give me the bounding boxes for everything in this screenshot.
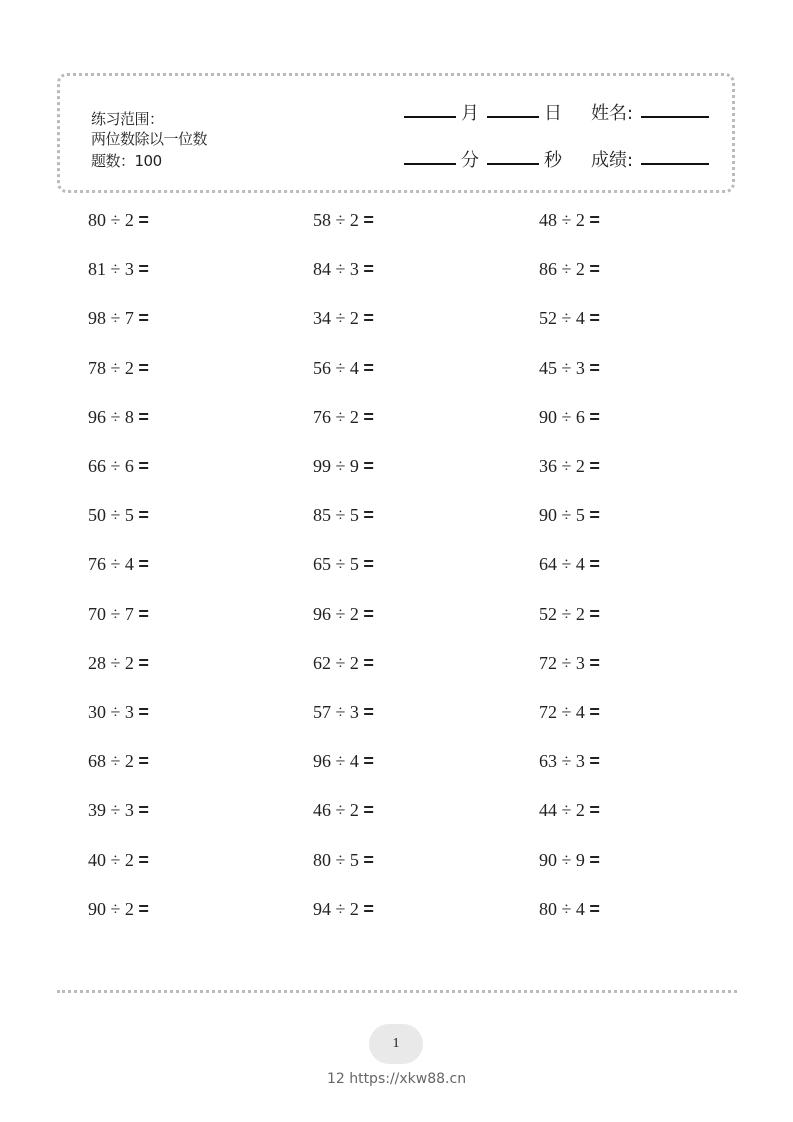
equals-sign: = <box>363 898 374 919</box>
equals-sign: = <box>589 456 600 476</box>
problem-item <box>539 456 600 477</box>
problem-item <box>539 210 600 231</box>
equals-sign: = <box>138 357 149 378</box>
problem-expression: 85 ÷ 5 <box>313 505 359 526</box>
problem-expression: 66 ÷ 6 <box>88 456 134 476</box>
problem-item <box>539 554 600 575</box>
problem-item <box>88 604 149 625</box>
problem-item <box>313 456 374 477</box>
equals-sign: = <box>138 406 149 427</box>
problem-item <box>88 702 149 723</box>
problem-item <box>313 850 374 871</box>
problem-item <box>88 407 149 428</box>
range-value: 两位数除以一位数 <box>91 130 208 148</box>
problem-expression: 72 ÷ 4 <box>539 702 585 722</box>
problem-item <box>88 358 149 379</box>
equals-sign: = <box>363 505 374 526</box>
problem-expression: 94 ÷ 2 <box>313 898 359 919</box>
problem-expression: 68 ÷ 2 <box>88 751 134 772</box>
equals-sign: = <box>589 308 600 329</box>
problem-item <box>88 899 149 920</box>
footer-divider <box>57 990 737 993</box>
problem-expression: 52 ÷ 4 <box>539 308 585 329</box>
problem-item <box>313 653 374 674</box>
equals-sign: = <box>589 357 600 378</box>
problem-item <box>313 407 374 428</box>
equals-sign: = <box>363 259 374 280</box>
problem-item <box>88 554 149 575</box>
problem-expression: 39 ÷ 3 <box>88 800 134 821</box>
minute-blank <box>404 163 456 165</box>
equals-sign: = <box>589 406 600 427</box>
equals-sign: = <box>363 849 374 870</box>
problem-item <box>313 308 374 329</box>
problem-expression: 36 ÷ 2 <box>539 456 585 476</box>
equals-sign: = <box>589 702 600 722</box>
problem-item <box>539 604 600 625</box>
month-label: 月 <box>461 103 479 124</box>
problem-expression: 99 ÷ 9 <box>313 456 359 476</box>
equals-sign: = <box>138 308 149 329</box>
second-label: 秒 <box>544 150 562 171</box>
problem-expression: 96 ÷ 8 <box>88 406 134 427</box>
equals-sign: = <box>138 554 149 575</box>
problem-expression: 76 ÷ 4 <box>88 554 134 575</box>
problem-item <box>313 554 374 575</box>
equals-sign: = <box>363 751 374 772</box>
equals-sign: = <box>138 849 149 870</box>
problem-expression: 80 ÷ 4 <box>539 898 585 919</box>
problem-expression: 45 ÷ 3 <box>539 357 585 378</box>
problem-item <box>88 505 149 526</box>
problem-item <box>88 456 149 477</box>
month-blank <box>404 116 456 118</box>
problem-item <box>539 407 600 428</box>
problem-expression: 57 ÷ 3 <box>313 702 359 722</box>
problem-expression: 44 ÷ 2 <box>539 800 585 821</box>
problem-item <box>313 259 374 280</box>
problem-item <box>539 358 600 379</box>
equals-sign: = <box>363 210 374 230</box>
range-label: 练习范围： <box>91 110 164 128</box>
equals-sign: = <box>589 800 600 821</box>
problem-expression: 80 ÷ 5 <box>313 849 359 870</box>
problem-count: 题数：100 <box>91 152 162 170</box>
equals-sign: = <box>363 800 374 821</box>
equals-sign: = <box>589 849 600 870</box>
problem-item <box>313 899 374 920</box>
problem-item <box>313 751 374 772</box>
equals-sign: = <box>363 357 374 378</box>
equals-sign: = <box>589 898 600 919</box>
equals-sign: = <box>589 505 600 526</box>
problem-expression: 70 ÷ 7 <box>88 603 134 624</box>
problem-expression: 90 ÷ 5 <box>539 505 585 526</box>
problem-item <box>313 702 374 723</box>
name-label: 姓名: <box>591 103 634 124</box>
problem-expression: 46 ÷ 2 <box>313 800 359 821</box>
equals-sign: = <box>138 702 149 722</box>
problem-expression: 48 ÷ 2 <box>539 210 585 230</box>
problem-item <box>313 800 374 821</box>
problem-expression: 96 ÷ 2 <box>313 603 359 624</box>
problem-expression: 96 ÷ 4 <box>313 751 359 772</box>
problem-expression: 84 ÷ 3 <box>313 259 359 280</box>
equals-sign: = <box>138 751 149 772</box>
problem-item <box>539 653 600 674</box>
problem-item <box>88 308 149 329</box>
equals-sign: = <box>363 406 374 427</box>
problem-expression: 65 ÷ 5 <box>313 554 359 575</box>
equals-sign: = <box>363 554 374 575</box>
name-blank <box>641 116 709 118</box>
problem-expression: 50 ÷ 5 <box>88 505 134 526</box>
problem-item <box>88 259 149 280</box>
problem-expression: 58 ÷ 2 <box>313 210 359 230</box>
problem-expression: 72 ÷ 3 <box>539 652 585 673</box>
equals-sign: = <box>363 603 374 624</box>
problem-expression: 40 ÷ 2 <box>88 849 134 870</box>
equals-sign: = <box>138 505 149 526</box>
problem-expression: 86 ÷ 2 <box>539 259 585 280</box>
problem-expression: 30 ÷ 3 <box>88 702 134 722</box>
problem-expression: 90 ÷ 6 <box>539 406 585 427</box>
problem-expression: 76 ÷ 2 <box>313 406 359 427</box>
equals-sign: = <box>138 800 149 821</box>
equals-sign: = <box>138 456 149 476</box>
equals-sign: = <box>138 603 149 624</box>
equals-sign: = <box>363 702 374 722</box>
problem-item <box>313 505 374 526</box>
score-label: 成绩: <box>591 150 634 171</box>
problem-expression: 63 ÷ 3 <box>539 751 585 772</box>
problem-expression: 90 ÷ 2 <box>88 898 134 919</box>
equals-sign: = <box>589 259 600 280</box>
problem-expression: 81 ÷ 3 <box>88 259 134 280</box>
equals-sign: = <box>363 652 374 673</box>
problem-item <box>539 850 600 871</box>
equals-sign: = <box>589 603 600 624</box>
problem-item <box>313 210 374 231</box>
page-number: 1 <box>369 1024 423 1064</box>
equals-sign: = <box>138 259 149 280</box>
problem-item <box>88 751 149 772</box>
equals-sign: = <box>589 210 600 230</box>
problem-expression: 34 ÷ 2 <box>313 308 359 329</box>
equals-sign: = <box>138 652 149 673</box>
problem-expression: 28 ÷ 2 <box>88 652 134 673</box>
problem-expression: 78 ÷ 2 <box>88 357 134 378</box>
problem-expression: 98 ÷ 7 <box>88 308 134 329</box>
equals-sign: = <box>363 456 374 476</box>
problem-item <box>88 210 149 231</box>
watermark-url: 12 https://xkw88.cn <box>326 1071 467 1087</box>
equals-sign: = <box>589 652 600 673</box>
problem-item <box>313 358 374 379</box>
problem-item <box>539 800 600 821</box>
minute-label: 分 <box>461 150 479 171</box>
problem-expression: 52 ÷ 2 <box>539 603 585 624</box>
problem-item <box>88 850 149 871</box>
equals-sign: = <box>589 751 600 772</box>
day-label: 日 <box>544 103 562 124</box>
problem-item <box>88 800 149 821</box>
problem-expression: 64 ÷ 4 <box>539 554 585 575</box>
day-blank <box>487 116 539 118</box>
problem-expression: 62 ÷ 2 <box>313 652 359 673</box>
problem-item <box>539 899 600 920</box>
equals-sign: = <box>138 898 149 919</box>
problem-item <box>539 505 600 526</box>
problem-item <box>539 308 600 329</box>
second-blank <box>487 163 539 165</box>
problem-item <box>539 702 600 723</box>
problem-expression: 90 ÷ 9 <box>539 849 585 870</box>
problem-item <box>539 259 600 280</box>
problem-item <box>539 751 600 772</box>
problem-expression: 56 ÷ 4 <box>313 357 359 378</box>
equals-sign: = <box>363 308 374 329</box>
equals-sign: = <box>138 210 149 230</box>
problem-expression: 80 ÷ 2 <box>88 210 134 230</box>
score-blank <box>641 163 709 165</box>
equals-sign: = <box>589 554 600 575</box>
problem-item <box>88 653 149 674</box>
problem-item <box>313 604 374 625</box>
